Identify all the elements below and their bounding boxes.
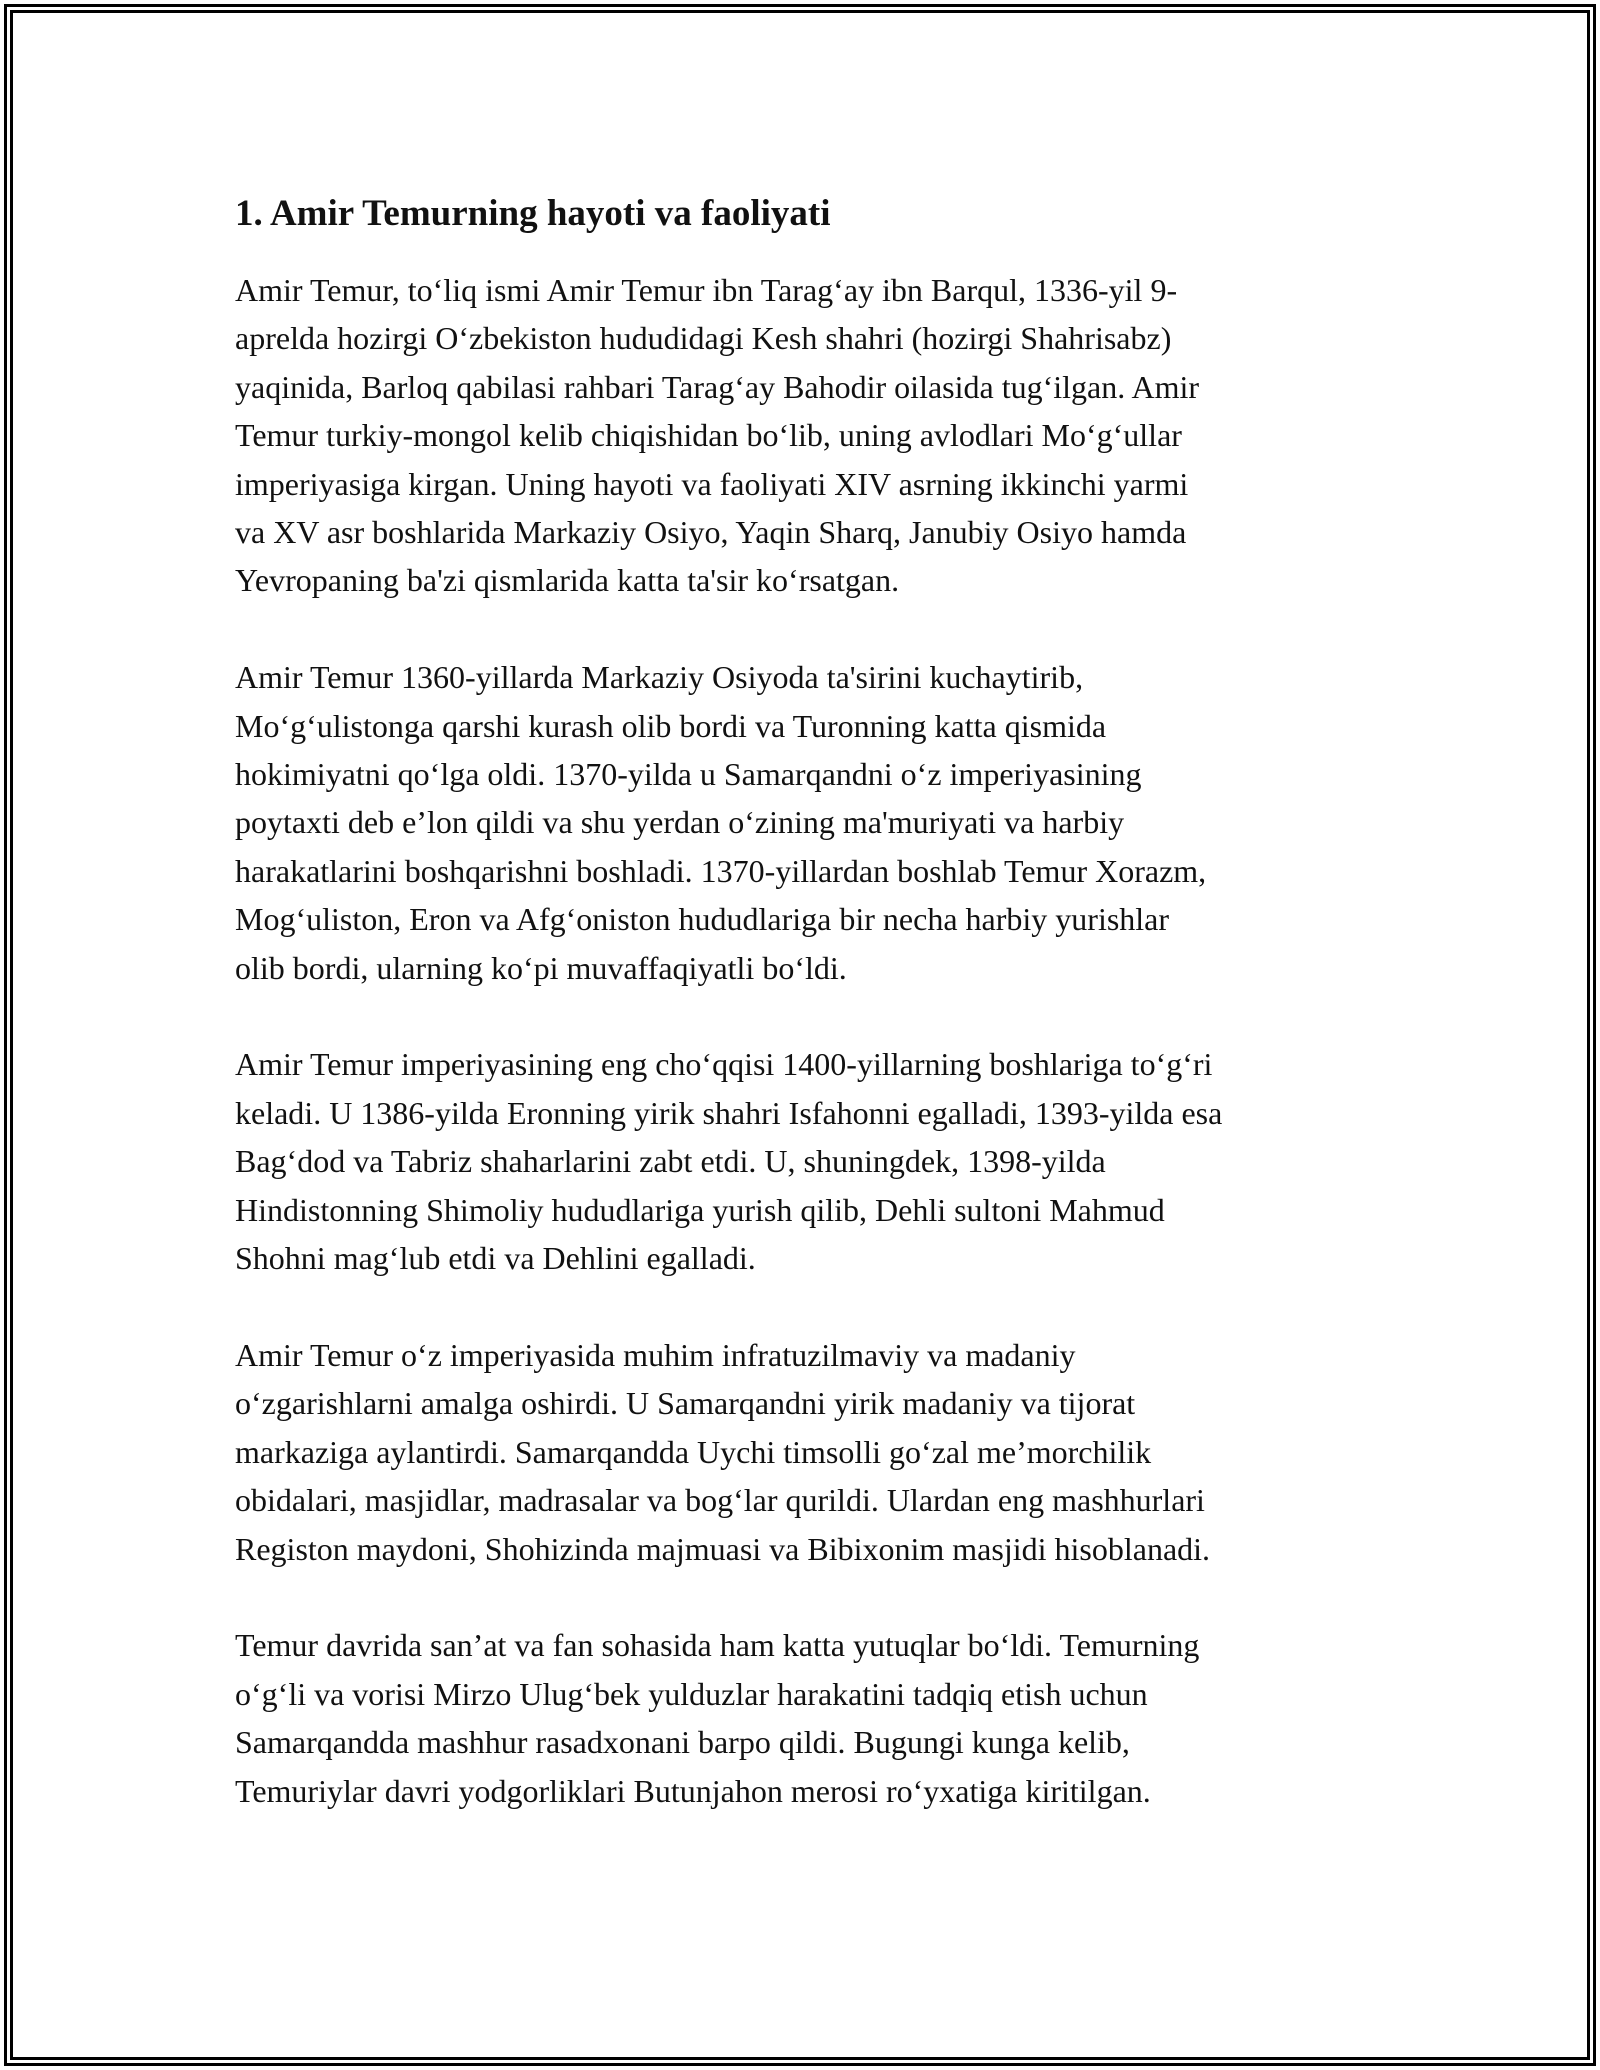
paragraph-5 — [235, 1621, 1385, 1815]
text-line: obidalari, masjidlar, madrasalar va bog‘lar qurildi. Ulardan eng mashhurlari — [235, 1482, 1205, 1519]
text-line: keladi. U 1386-yilda Eronning yirik shahri Isfahonni egalladi, 1393-yilda esa — [235, 1094, 1223, 1131]
text-line: Temuriylar davri yodgorliklari Butunjahon merosi ro‘yxatiga kiritilgan. — [235, 1772, 1151, 1809]
text-line: poytaxti deb e’lon qildi va shu yerdan o‘zining ma'muriyati va harbiy — [235, 804, 1125, 841]
text-line: Temur davrida san’at va fan sohasida ham katta yutuqlar bo‘ldi. Temurning — [235, 1627, 1200, 1664]
text-line: Yevropaning ba'zi qismlarida katta ta'sir ko‘rsatgan. — [235, 562, 900, 599]
text-line: olib bordi, ularning ko‘pi muvaffaqiyatli bo‘ldi. — [235, 949, 847, 986]
text-line: Mo‘g‘ulistonga qarshi kurash olib bordi va Turonning katta qismida — [235, 707, 1107, 744]
paragraph-1 — [235, 266, 1385, 605]
text-line: Amir Temur, to‘liq ismi Amir Temur ibn Tarag‘ay ibn Barqul, 1336-yil 9- — [235, 272, 1178, 308]
text-line: Shohni mag‘lub etdi va Dehlini egalladi. — [235, 1240, 756, 1277]
paragraph-4 — [235, 1331, 1385, 1573]
text-line: Mog‘uliston, Eron va Afg‘oniston hududlariga bir necha harbiy yurishlar — [235, 901, 1170, 938]
text-line: yaqinida, Barloq qabilasi rahbari Tarag‘ay Bahodir oilasida tug‘ilgan. Amir — [235, 368, 1200, 405]
text-line: va XV asr boshlarida Markaziy Osiyo, Yaqin Sharq, Janubiy Osiyo hamda — [235, 514, 1187, 551]
text-line: markaziga aylantirdi. Samarqandda Uychi timsolli go‘zal me’morchilik — [235, 1433, 1152, 1470]
document-body — [235, 188, 1385, 1863]
text-line: Temur turkiy-mongol kelib chiqishidan bo‘lib, uning avlodlari Mo‘g‘ullar — [235, 417, 1182, 454]
text-line: Hindistonning Shimoliy hududlariga yurish qilib, Dehli sultoni Mahmud — [235, 1191, 1165, 1228]
text-line: Samarqandda mashhur rasadxonani barpo qildi. Bugungi kunga kelib, — [235, 1724, 1130, 1761]
paragraph-3 — [235, 1040, 1385, 1282]
text-line: Registon maydoni, Shohizinda majmuasi va Bibixonim masjidi hisoblanadi. — [235, 1530, 1211, 1567]
text-line: Bag‘dod va Tabriz shaharlarini zabt etdi. U, shuningdek, 1398-yilda — [235, 1143, 1106, 1180]
section-heading: 1. Amir Temurning hayoti va faoliyati — [235, 193, 831, 234]
text-line: harakatlarini boshqarishni boshladi. 1370-yillardan boshlab Temur Xorazm, — [235, 852, 1207, 889]
text-line: o‘zgarishlarni amalga oshirdi. U Samarqandni yirik madaniy va tijorat — [235, 1385, 1136, 1422]
text-line: imperiyasiga kirgan. Uning hayoti va faoliyati XIV asrning ikkinchi yarmi — [235, 465, 1189, 502]
text-line: Amir Temur imperiyasining eng cho‘qqisi 1400-yillarning boshlariga to‘g‘ri — [235, 1046, 1213, 1083]
text-line: o‘g‘li va vorisi Mirzo Ulug‘bek yulduzlar harakatini tadqiq etish uchun — [235, 1675, 1148, 1712]
text-line: Amir Temur 1360-yillarda Markaziy Osiyoda ta'sirini kuchaytirib, — [235, 659, 1084, 696]
paragraph-2 — [235, 653, 1385, 992]
text-line: hokimiyatni qo‘lga oldi. 1370-yilda u Samarqandni o‘z imperiyasining — [235, 756, 1142, 793]
text-line: Amir Temur o‘z imperiyasida muhim infratuzilmaviy va madaniy — [235, 1336, 1076, 1373]
text-line: aprelda hozirgi O‘zbekiston hududidagi Kesh shahri (hozirgi Shahrisabz) — [235, 320, 1172, 357]
